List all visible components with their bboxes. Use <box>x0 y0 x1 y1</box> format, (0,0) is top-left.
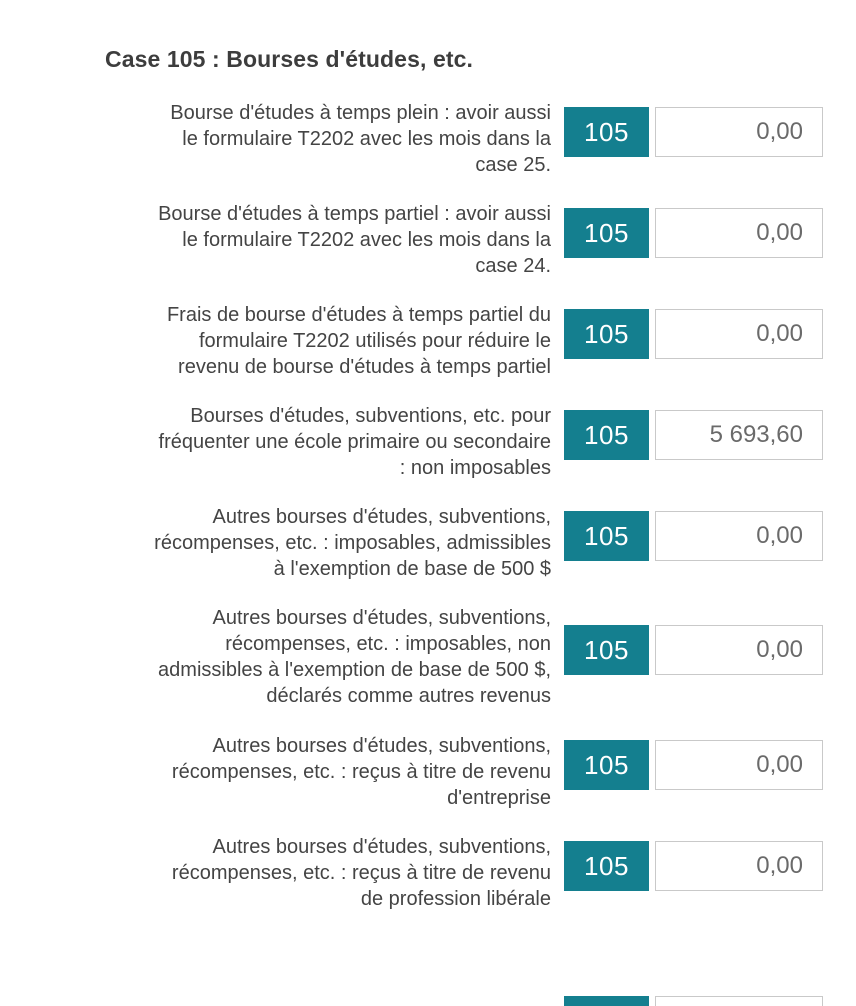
field-description: Autres bourses d'études, subventions, récompenses, etc. : imposables, admissibles à l'exemption de base de 500 $ <box>154 506 551 580</box>
box-number-label: 105 <box>564 740 649 790</box>
box-number-label: 105 <box>564 309 649 359</box>
box-number-label: 105 <box>564 410 649 460</box>
field-description: Frais de bourse d'études à temps partiel du formulaire T2202 utilisés pour réduire le revenu de bourse d'études à temps partiel <box>166 304 551 378</box>
amount-input[interactable] <box>655 625 823 675</box>
field-description: Autres bourses d'études, subventions, récompenses, etc. : imposables, non admissibles à l'exemption de base de 500 $, déclarés comme autres revenus <box>158 607 551 707</box>
field-description: Bourse d'études à temps plein : avoir aussi le formulaire T2202 avec les mois dans la case 25. <box>170 102 551 176</box>
amount-input[interactable] <box>655 410 823 460</box>
amount-input[interactable] <box>655 511 823 561</box>
box-number-label: 105 <box>564 625 649 675</box>
amount-input[interactable] <box>655 309 823 359</box>
section-title: Case 105 : Bourses d'études, etc. <box>105 46 473 72</box>
box-number-label-partial <box>564 996 649 1006</box>
field-description: Autres bourses d'études, subventions, récompenses, etc. : reçus à titre de revenu d'entreprise <box>171 735 551 809</box>
field-description: Autres bourses d'études, subventions, récompenses, etc. : reçus à titre de revenu de profession libérale <box>171 836 551 910</box>
box-number-label: 105 <box>564 208 649 258</box>
field-description: Bourses d'études, subventions, etc. pour fréquenter une école primaire ou secondaire : non imposables <box>158 405 551 479</box>
box-number-label: 105 <box>564 841 649 891</box>
box-number-label: 105 <box>564 511 649 561</box>
amount-input[interactable] <box>655 841 823 891</box>
amount-input[interactable] <box>655 208 823 258</box>
box-number-label: 105 <box>564 107 649 157</box>
amount-input[interactable] <box>655 107 823 157</box>
field-description: Bourse d'études à temps partiel : avoir aussi le formulaire T2202 avec les mois dans la case 24. <box>158 203 551 277</box>
amount-input[interactable] <box>655 740 823 790</box>
amount-input-partial[interactable] <box>655 996 823 1006</box>
